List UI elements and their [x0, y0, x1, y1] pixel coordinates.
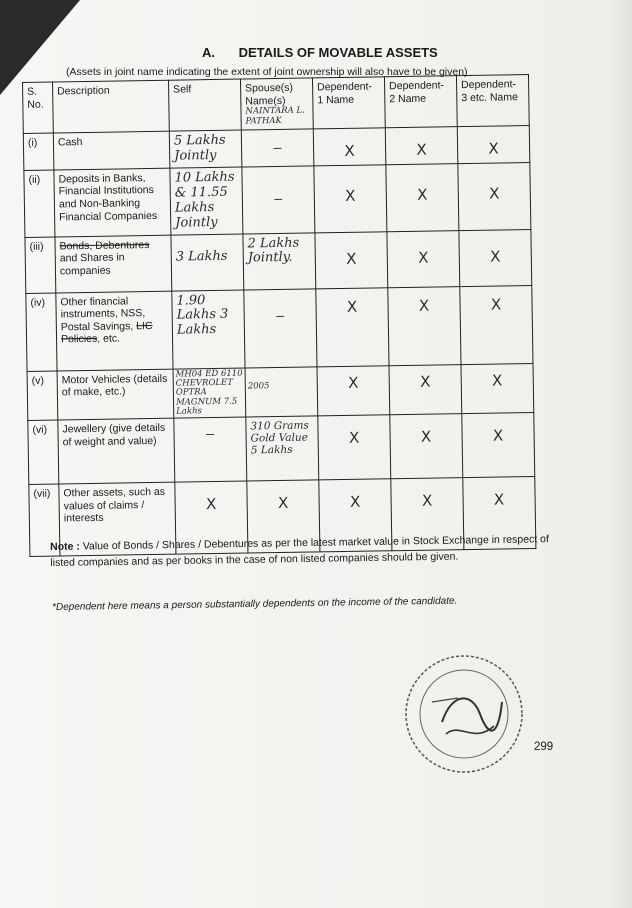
dep1-value: X	[349, 492, 361, 512]
table-row	[25, 229, 532, 293]
row-sno: (i)	[23, 133, 54, 170]
row-sno: (vii)	[29, 484, 60, 556]
page-edge	[606, 0, 632, 908]
dep2-value: X	[419, 372, 431, 391]
dep2-value: X	[421, 491, 433, 510]
dep1-value: X	[346, 297, 358, 316]
description-text: Other financial instruments, NSS, Postal Savings,	[60, 294, 146, 334]
cell-dep2	[386, 163, 459, 231]
dep3-value: X	[492, 426, 504, 445]
header-spouse	[240, 78, 313, 130]
cell-self	[174, 417, 247, 482]
section-subtitle: (Assets in joint name indicating the extent of joint ownership will also have to be given)	[66, 66, 468, 78]
description-text: and Shares in companies	[59, 251, 125, 278]
cell-dep3	[460, 285, 533, 364]
cell-dep2	[388, 286, 461, 365]
cell-self	[169, 130, 242, 168]
cell-dep1	[317, 365, 390, 416]
row-description: Deposits in Banks, Financial Institutions and Non-Banking Financial Companies	[54, 168, 171, 237]
description-tail: , etc.	[97, 332, 121, 346]
row-description: Motor Vehicles (details of make, etc.)	[57, 369, 174, 421]
header-dependent-1: Dependent- 1 Name	[312, 77, 385, 129]
cell-self	[171, 234, 244, 291]
row-sno: (vi)	[28, 420, 59, 484]
cell-spouse	[242, 166, 315, 234]
spouse-name-handwritten: NAINTARA L. PATHAK	[245, 105, 305, 127]
table-header-row	[23, 75, 530, 134]
dep3-value: X	[488, 139, 499, 158]
cell-dep3	[461, 363, 534, 414]
header-dependent-2: Dependent- 2 Name	[384, 76, 457, 128]
official-seal-stamp	[402, 652, 526, 776]
note-text: Value of Bonds / Shares / Debentures as per the latest market value in Stock Exchange in respect of listed companies and as per books in the case of non listed companies should be given.	[50, 533, 549, 569]
cell-dep2	[390, 414, 463, 479]
spouse-value: –	[273, 138, 282, 155]
cell-dep2	[385, 127, 458, 165]
cell-dep3	[459, 229, 532, 286]
cell-dep1	[313, 128, 386, 166]
dep1-value: X	[348, 428, 360, 448]
cell-spouse	[241, 129, 314, 167]
self-value: X	[205, 495, 217, 514]
header-description: Description	[53, 80, 170, 133]
cell-dep3	[457, 125, 530, 163]
spouse-value: –	[274, 189, 283, 206]
row-description: Other assets, such as values of claims / interests	[59, 482, 176, 556]
section-title	[202, 45, 438, 60]
self-value: 10 Lakhs & 11.55 Lakhs Jointly	[174, 169, 235, 231]
row-sno: (v)	[27, 370, 58, 420]
cell-dep1	[316, 287, 389, 366]
spouse-value: 310 Grams Gold Value 5 Lakhs	[250, 419, 309, 457]
self-value: 5 Lakhs Jointly	[173, 132, 226, 164]
cell-spouse	[246, 416, 319, 481]
dep3-value: X	[491, 370, 503, 390]
cell-spouse	[243, 232, 316, 289]
header-sno: S. No.	[23, 82, 54, 133]
dep3-value: X	[490, 247, 501, 266]
dep2-value: X	[418, 248, 429, 267]
dep1-value: X	[344, 141, 355, 160]
row-description: Cash	[53, 131, 170, 170]
movable-assets-table	[22, 74, 535, 540]
row-sno: (iv)	[26, 292, 57, 370]
spouse-value: X	[277, 494, 289, 513]
row-sno: (iii)	[25, 237, 56, 293]
section-heading: DETAILS OF MOVABLE ASSETS	[238, 45, 438, 60]
table-row	[28, 413, 535, 485]
dep2-value: X	[416, 140, 427, 159]
self-value: MH04 ED 6110 CHEVROLET OPTRA MAGNUM 7.5 Lakhs	[175, 368, 243, 417]
cell-dep3	[458, 162, 531, 230]
cell-dep3	[462, 413, 535, 478]
dep2-value: X	[417, 185, 428, 204]
self-value: 3 Lakhs	[175, 248, 228, 265]
dependent-footnote: *Dependent here means a person substantially dependents on the income of the candidate.	[52, 595, 458, 613]
spouse-value: –	[276, 306, 285, 323]
dep1-value: X	[345, 186, 356, 205]
struck-text: LIC Policies	[60, 319, 153, 346]
cell-dep1	[314, 165, 387, 233]
cell-self	[172, 290, 245, 369]
note-label: Note :	[50, 540, 80, 553]
dep2-value: X	[420, 427, 432, 446]
cell-self	[173, 368, 270, 419]
page-number: 299	[534, 741, 554, 753]
dep3-value: X	[490, 295, 502, 314]
row-sno: (ii)	[24, 170, 55, 237]
row-description	[55, 235, 172, 293]
cell-dep1	[315, 231, 388, 288]
row-description: Jewellery (give details of weight and value)	[58, 418, 175, 484]
table-row	[27, 363, 534, 421]
cell-self	[170, 167, 243, 235]
table-row	[26, 285, 533, 371]
cell-dep2	[389, 364, 462, 415]
dep3-value: X	[493, 490, 505, 509]
struck-text: Bonds, Debentures	[59, 238, 150, 252]
header-spouse-label: Spouse(s) Name(s)	[245, 81, 294, 108]
vehicle-year: 2005	[247, 380, 270, 391]
note-paragraph	[50, 532, 552, 571]
cell-spouse	[244, 288, 317, 367]
row-description	[56, 291, 173, 371]
self-value: 1.90 Lakhs 3 Lakhs	[176, 292, 229, 338]
spouse-value: 2 Lakhs Jointly.	[247, 235, 300, 266]
table-row	[24, 162, 531, 237]
cell-dep1	[318, 415, 391, 480]
self-value: –	[206, 425, 215, 442]
cell-spouse	[245, 366, 318, 417]
cell-dep2	[387, 230, 460, 287]
dep1-value: X	[346, 249, 357, 268]
dep3-value: X	[489, 184, 500, 203]
header-self: Self	[168, 79, 241, 131]
section-label: A.	[202, 45, 215, 60]
dep1-value: X	[347, 373, 359, 392]
dep2-value: X	[418, 296, 430, 315]
header-dependent-3: Dependent- 3 etc. Name	[456, 75, 529, 127]
